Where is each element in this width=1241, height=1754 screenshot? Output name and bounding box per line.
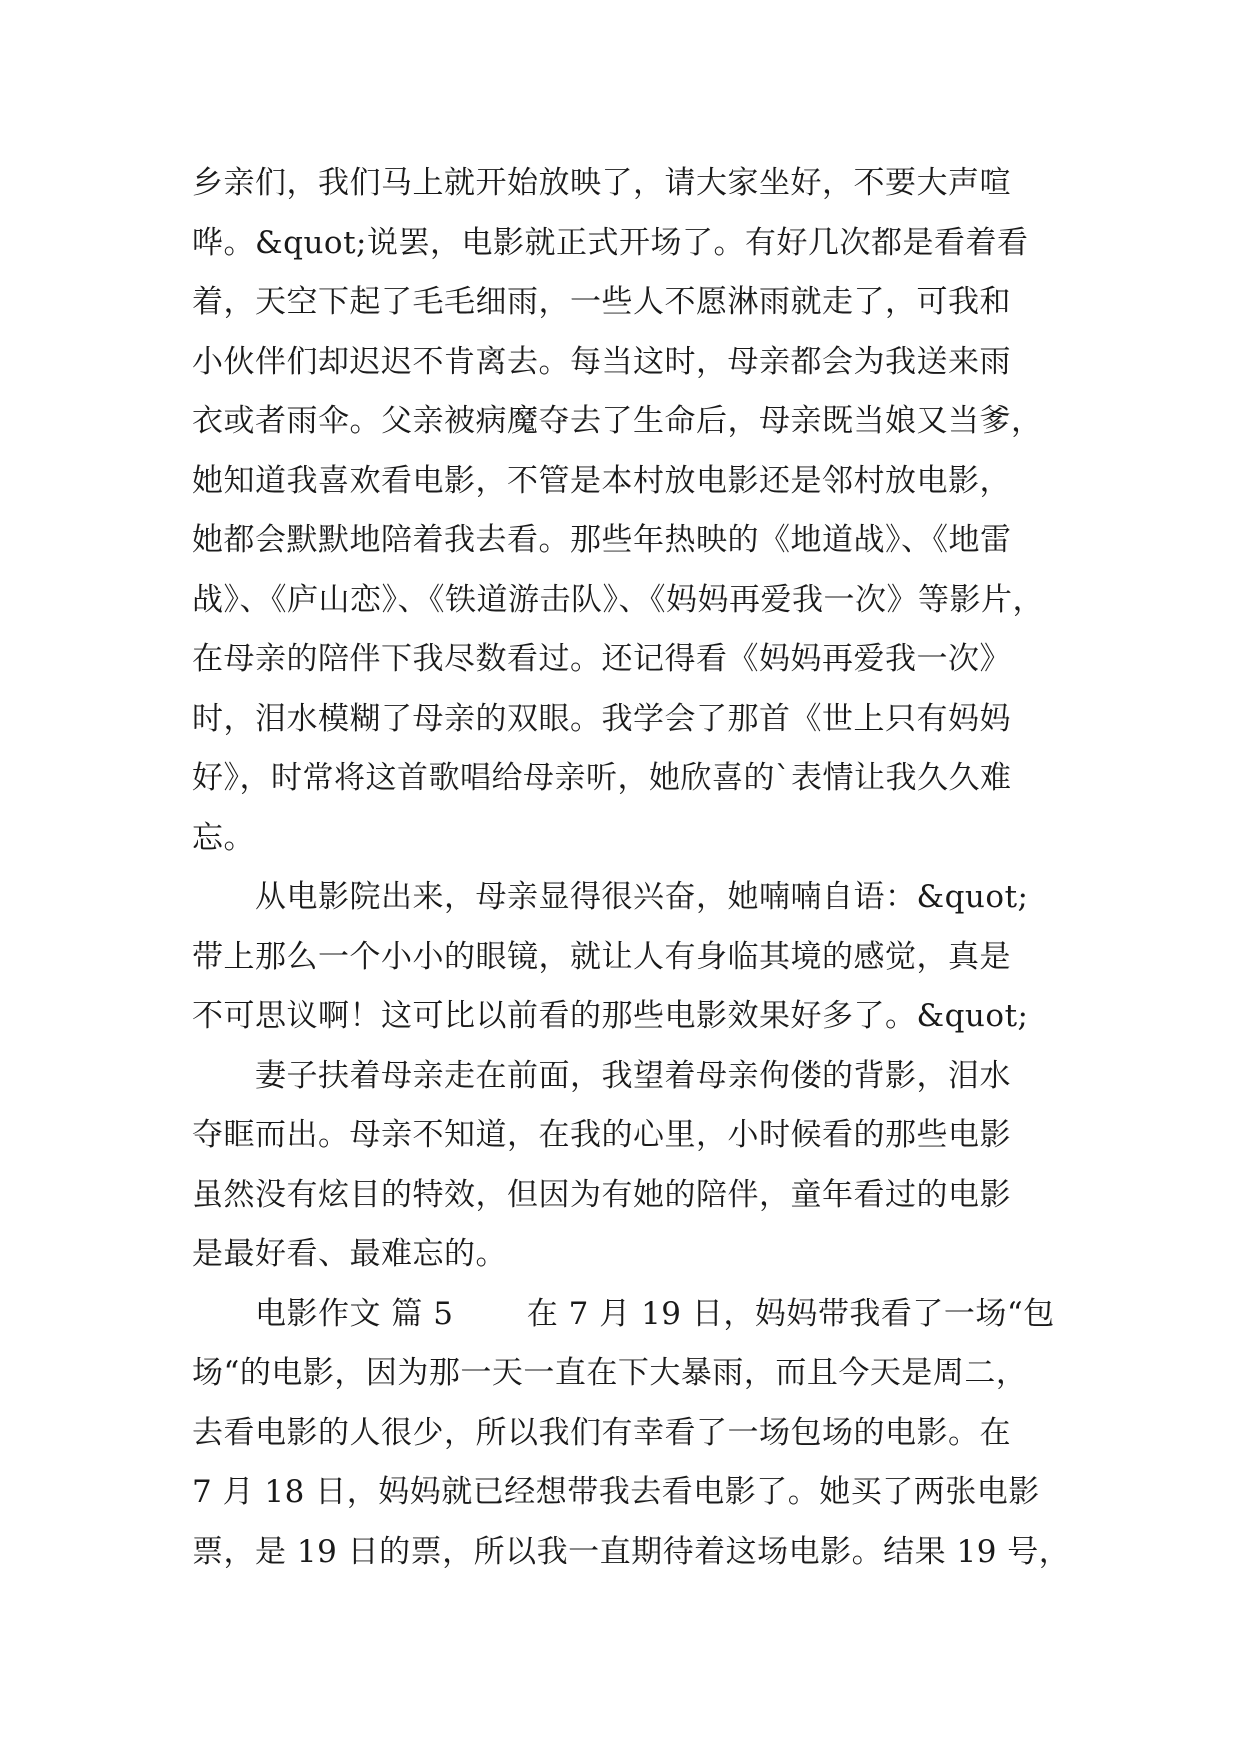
text-line-24: 票，是 19 日的票，所以我一直期待着这场电影。结果 19 号， [192, 1533, 1071, 1570]
text-line-18: 虽然没有炫目的特效，但因为有她的陪伴，童年看过的电影 [192, 1176, 1011, 1213]
text-line-3: 着，天空下起了毛毛细雨，一些人不愿淋雨就走了，可我和 [192, 284, 1011, 320]
body-text [192, 154, 1072, 1582]
text-line-14: 带上那么一个小小的眼镜，就让人有身临其境的感觉，真是 [192, 938, 1011, 975]
text-line-22: 去看电影的人很少，所以我们有幸看了一场包场的电影。在 [192, 1414, 1011, 1451]
text-line-21: 场“的电影，因为那一天一直在下大暴雨，而且今天是周二， [192, 1355, 1028, 1391]
text-line-16: 妻子扶着母亲走在前面，我望着母亲佝偻的背影，泪水 [192, 1057, 1011, 1094]
text-line-19: 是最好看、最难忘的。 [192, 1236, 507, 1272]
text-line-12: 忘。 [192, 819, 255, 856]
text-line-7: 她都会默默地陪着我去看。那些年热映的《地道战》、《地雷 [192, 522, 1012, 558]
text-line-23: 7 月 18 日，妈妈就已经想带我去看电影了。她买了两张电影 [192, 1474, 1040, 1510]
text-line-4: 小伙伴们却迟迟不肯离去。每当这时，母亲都会为我送来雨 [192, 343, 1011, 380]
text-line-11: 好》，时常将这首歌唱给母亲听，她欣喜的`表情让我久久难 [192, 760, 1012, 796]
text-line-8: 战》、《庐山恋》、《铁道游击队》、《妈妈再爱我一次》等影片， [192, 581, 1044, 618]
text-line-13: 从电影院出来，母亲显得很兴奋，她喃喃自语：&quot; [192, 879, 1029, 915]
text-line-10: 时，泪水模糊了母亲的双眼。我学会了那首《世上只有妈妈 [192, 700, 1011, 737]
text-line-2: 哗。&quot;说罢，电影就正式开场了。有好几次都是看着看 [192, 224, 1029, 261]
text-line-1: 乡亲们，我们马上就开始放映了，请大家坐好，不要大声喧 [192, 165, 1011, 201]
text-line-6: 她知道我喜欢看电影，不管是本村放电影还是邻村放电影， [192, 462, 1011, 499]
text-line-17: 夺眶而出。母亲不知道，在我的心里，小时候看的那些电影 [192, 1117, 1011, 1153]
text-line-15: 不可思议啊！这可比以前看的那些电影效果好多了。&quot; [192, 998, 1029, 1034]
text-line-5: 衣或者雨伞。父亲被病魔夺去了生命后，母亲既当娘又当爹， [192, 403, 1043, 439]
text-line-9: 在母亲的陪伴下我尽数看过。还记得看《妈妈再爱我一次》 [192, 641, 1011, 677]
text-line-20: 电影作文 篇 5 在 7 月 19 日，妈妈带我看了一场“包 [192, 1295, 1055, 1332]
